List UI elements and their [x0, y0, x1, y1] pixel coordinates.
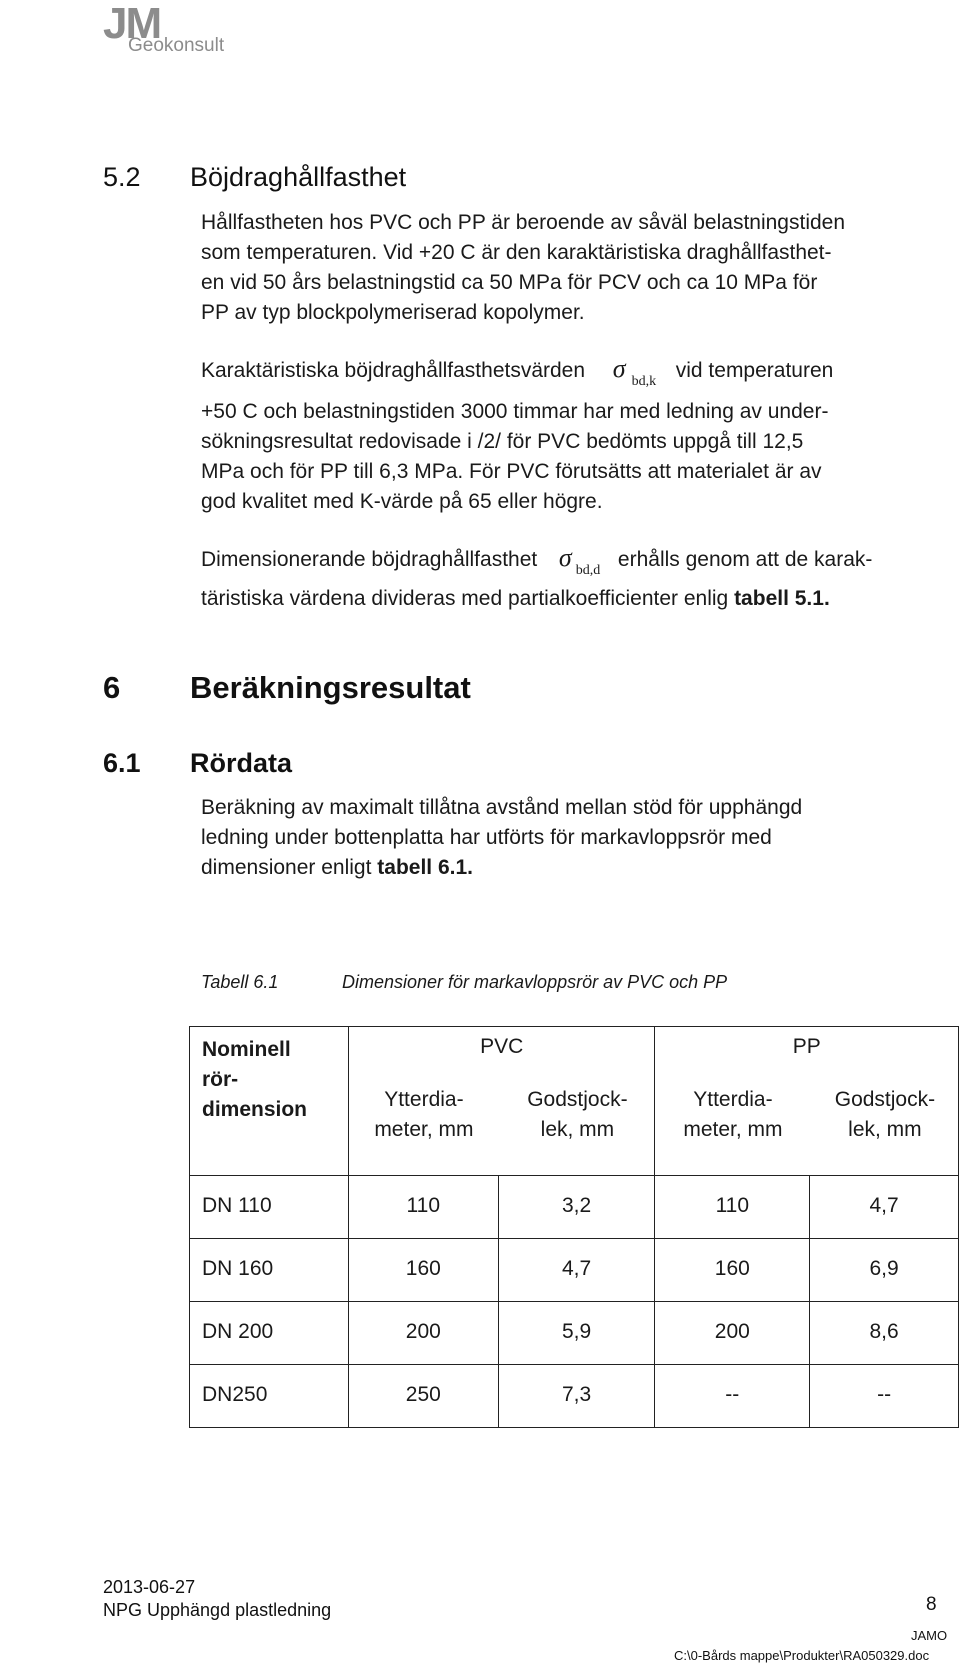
table-cell: DN250: [190, 1365, 349, 1428]
text-line: ledning under bottenplatta har utförts för markavloppsrör med: [201, 826, 772, 849]
table-reference: tabell 6.1.: [377, 856, 473, 879]
table-reference: tabell 5.1.: [734, 587, 830, 610]
table-cell: 4,7: [810, 1176, 959, 1239]
text-fragment: erhålls genom att de karak-: [617, 548, 873, 571]
table-cell: 5,9: [498, 1302, 655, 1365]
chapter-title: Beräkningsresultat: [190, 670, 471, 705]
table-cell: --: [810, 1365, 959, 1428]
header-nominal: [190, 1027, 349, 1176]
subheader-wall: [810, 1085, 959, 1145]
table-cell: --: [655, 1365, 810, 1428]
text-line: god kvalitet med K-värde på 65 eller högre.: [201, 490, 603, 513]
table-caption: Dimensioner för markavloppsrör av PVC och PP: [342, 972, 728, 992]
text-line: [201, 853, 921, 883]
text-fragment: täristiska värdena divideras med partialkoefficienter enlig: [201, 587, 729, 610]
subheader-text: meter, mm: [683, 1118, 783, 1141]
header-group-pvc: [348, 1027, 655, 1176]
header-text: Nominell: [202, 1038, 291, 1061]
table-cell: 110: [655, 1176, 810, 1239]
subheader-text: lek, mm: [848, 1118, 922, 1141]
paragraph: [201, 793, 921, 883]
table-cell: 160: [348, 1239, 498, 1302]
table-cell: 160: [655, 1239, 810, 1302]
text-fragment: Dimensionerande böjdraghållfasthet: [201, 548, 538, 571]
text-line: Beräkning av maximalt tillåtna avstånd mellan stöd för upphängd: [201, 796, 803, 819]
table-cell: 6,9: [810, 1239, 959, 1302]
footer-date: 2013-06-27: [103, 1577, 196, 1597]
paragraph: [201, 584, 921, 614]
header-text: dimension: [202, 1098, 308, 1121]
text-fragment: vid temperaturen: [675, 359, 834, 382]
text-line: PP av typ blockpolymeriserad kopolymer.: [201, 301, 585, 324]
text-fragment: dimensioner enligt: [201, 856, 372, 879]
subheader-text: lek, mm: [540, 1118, 615, 1141]
chapter-number: 6: [103, 670, 121, 705]
group-title: PP: [792, 1035, 821, 1058]
section-title: Rördata: [190, 748, 293, 778]
table-row: [190, 1176, 959, 1239]
footer-file-path: C:\0-Bårds mappe\Produkter\RA050329.doc: [674, 1648, 930, 1663]
subheader-outer: [655, 1085, 810, 1145]
text-line: en vid 50 års belastningstid ca 50 MPa för PCV och ca 10 MPa för: [201, 271, 818, 294]
section-number: 6.1: [103, 748, 141, 778]
dimensions-table: [189, 1026, 959, 1428]
logo-name: Geokonsult: [128, 35, 225, 56]
section-number: 5.2: [103, 162, 141, 192]
paragraph: [201, 397, 921, 517]
table-row: [190, 1302, 959, 1365]
symbol-subscript: bd,d: [575, 563, 601, 578]
table-cell: 7,3: [498, 1365, 655, 1428]
table-cell: DN 110: [190, 1176, 349, 1239]
table-cell: 4,7: [498, 1239, 655, 1302]
sigma-symbol: σ: [558, 543, 572, 572]
subheader-outer: [349, 1085, 499, 1145]
table-cell: 250: [348, 1365, 498, 1428]
page-number: 8: [926, 1594, 937, 1615]
text-fragment: Karaktäristiska böjdraghållfasthetsvärden: [201, 359, 586, 382]
subheader-text: Godstjock-: [527, 1088, 628, 1111]
paragraph-formula-line: [201, 543, 921, 578]
footer-doc-title: NPG Upphängd plastledning: [103, 1600, 332, 1620]
subheader-text: Ytterdia-: [693, 1088, 773, 1111]
table-row: [190, 1365, 959, 1428]
table-cell: 110: [348, 1176, 498, 1239]
table-cell: 8,6: [810, 1302, 959, 1365]
table-header-row: [190, 1027, 959, 1176]
text-line: sökningsresultat redovisade i /2/ för PVC bedömts uppgå till 12,5: [201, 430, 804, 453]
symbol-subscript: bd,k: [631, 374, 657, 389]
header-text: rör-: [202, 1068, 239, 1091]
table-cell: DN 160: [190, 1239, 349, 1302]
subheader-wall: [499, 1085, 656, 1145]
text-line: +50 C och belastningstiden 3000 timmar har med ledning av under-: [201, 400, 829, 423]
table-cell: 200: [655, 1302, 810, 1365]
paragraph-formula-line: [201, 354, 921, 389]
header-group-pp: [655, 1027, 959, 1176]
table-cell: 200: [348, 1302, 498, 1365]
logo-mark: JM: [103, 0, 161, 48]
sigma-symbol: σ: [612, 354, 626, 383]
paragraph: [201, 208, 921, 328]
table-row: [190, 1239, 959, 1302]
section-title: Böjdraghållfasthet: [190, 162, 407, 192]
text-line: som temperaturen. Vid +20 C är den karaktäristiska draghållfasthet-: [201, 241, 832, 264]
footer-author: JAMO: [911, 1628, 948, 1643]
subheader-text: meter, mm: [374, 1118, 474, 1141]
subheader-text: Godstjock-: [834, 1088, 936, 1111]
subheader-text: Ytterdia-: [384, 1088, 464, 1111]
table-label: Tabell 6.1: [201, 972, 279, 992]
text-line: Hållfastheten hos PVC och PP är beroende av såväl belastningstiden: [201, 211, 846, 234]
text-line: MPa och för PP till 6,3 MPa. För PVC förutsätts att materialet är av: [201, 460, 822, 483]
table-cell: DN 200: [190, 1302, 349, 1365]
table-cell: 3,2: [498, 1176, 655, 1239]
group-title: PVC: [480, 1035, 524, 1058]
